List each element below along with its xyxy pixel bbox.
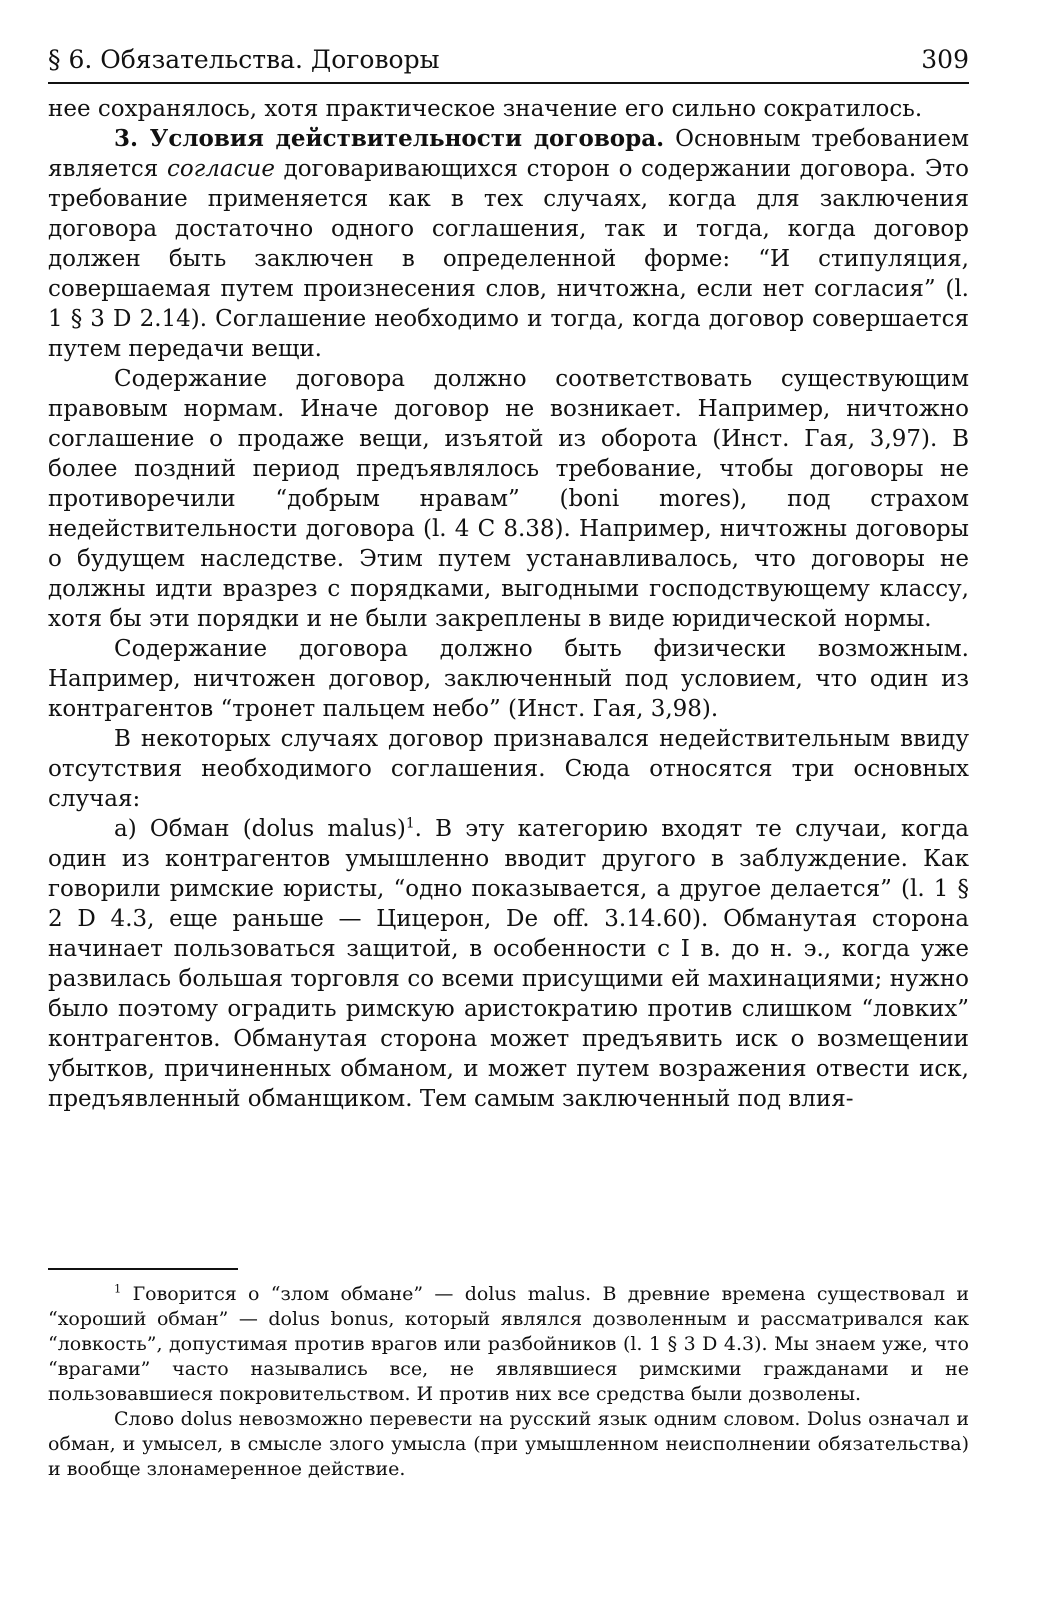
footnote-mark: 1 xyxy=(114,1281,122,1296)
paragraph-text: договаривающихся сторон о содержании договора. Это требование применяется как в тех случаях, когда для заключения договора достаточно одного соглашения, так и тогда, когда договор должен быть заключен в определенной форме: “И стипуляция, совершаемая путем произнесения слов, ничтожна, если нет согласия” (l. 1 § 3 D 2.14). Соглашение необходимо и тогда, когда договор совершается путем передачи вещи. xyxy=(48,156,969,362)
footnote-text: Говорится о “злом обмане” — dolus malus. В древние времена существовал и “хороший обман” — dolus bonus, который являлся дозволенным и рассматривался как “ловкость”, допустимая против врагов или разбойников (l. 1 § 3 D 4.3). Мы знаем уже, что “врагами” часто назывались все, не являвшиеся римскими гражданами и не пользовавшиеся покровительством. И против них все средства были дозволены. xyxy=(48,1283,969,1405)
running-title: § 6. Обязательства. Договоры xyxy=(48,45,440,74)
main-text xyxy=(48,94,969,1114)
footnotes xyxy=(48,1282,969,1482)
paragraph-text: . В эту категорию входят те случаи, когда один из контрагентов умышленно вводит другого в заблуждение. Как говорили римские юристы, “одно показывается, а другое делается” (l. 1 § 2 D 4.3, еще раньше — Цицерон, De off. 3.14.60). Обманутая сторона начинает пользоваться защитой, в особенности с I в. до н. э., когда уже развилась большая торговля со всеми присущими ей махинациями; нужно было поэтому оградить римскую аристократию против слишком “ловких” контрагентов. Обманутая сторона может предъявить иск о возмещении убытков, причиненных обманом, и может путем возражения отвести иск, предъявленный обманщиком. Тем самым заключенный под влия- xyxy=(48,816,969,1112)
paragraph-physical-possibility: Содержание договора должно быть физически возможным. Например, ничтожен договор, заключенный под условием, что один из контрагентов “тронет пальцем небо” (Инст. Гая, 3,98). xyxy=(48,636,969,722)
paragraph-dolus-malus xyxy=(48,814,969,1114)
footnote-separator xyxy=(48,1268,238,1270)
paragraph-invalidity-cases: В некоторых случаях договор признавался недействительным ввиду отсутствия необходимого соглашения. Сюда относятся три основных случая: xyxy=(48,726,969,812)
paragraph-continuation: нее сохранялось, хотя практическое значение его сильно сократилось. xyxy=(48,96,923,122)
footnote-ref: 1 xyxy=(405,815,415,832)
section-heading: 3. Условия действительности договора. xyxy=(114,125,665,152)
paragraph-content-norms: Содержание договора должно соответствовать существующим правовым нормам. Иначе договор не возникает. Например, ничтожно соглашение о продаже вещи, изъятой из оборота (Инст. Гая, 3,97). В более поздний период предъявлялось требование, чтобы договоры не противоречили “добрым нравам” (boni mores), под страхом недействительности договора (l. 4 C 8.38). Например, ничтожны договоры о будущем наследстве. Этим путем устанавливалось, что договоры не должны идти вразрез с порядками, выгодными господствующему классу, хотя бы эти порядки и не были закреплены в виде юридической нормы. xyxy=(48,366,969,632)
running-header xyxy=(48,40,969,84)
footnote-1-continuation: Слово dolus невозможно перевести на русский язык одним словом. Dolus означал и обман, и умысел, в смысле злого умысла (при умышленном неисполнении обязательства) и вообще злонамеренное действие. xyxy=(48,1408,969,1480)
emphasis-term: согласие xyxy=(166,156,275,182)
paragraph-text: Основным требованием является xyxy=(48,126,969,182)
page-number: 309 xyxy=(921,45,969,74)
footnote-1 xyxy=(48,1282,969,1407)
paragraph-text: а) Обман (dolus malus) xyxy=(114,816,406,842)
paragraph-conditions xyxy=(48,124,969,364)
